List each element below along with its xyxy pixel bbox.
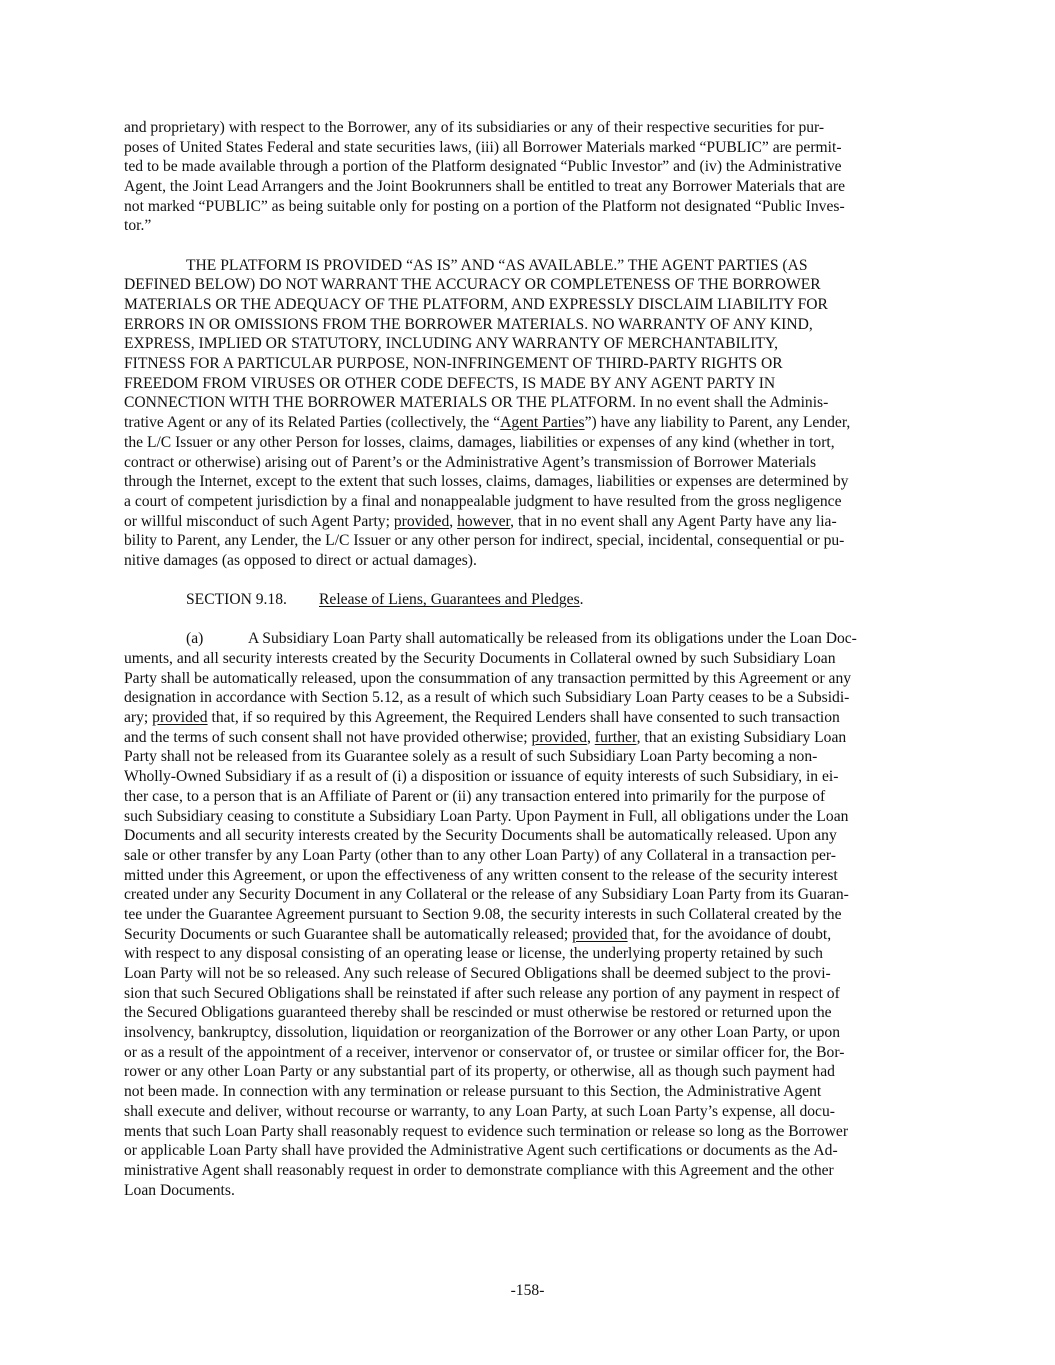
page-number: -158- [510,1282,545,1299]
term-provided: provided [393,512,450,530]
text-segment: that, if so required by this Agreement, the Required Lenders shall have consented to such transaction [207,709,840,727]
section-title: Release of Liens, Guarantees and Pledges [319,591,580,609]
term-further: further [594,728,637,746]
text-line [124,708,932,728]
text-segment: , that in no event shall any Agent Party have any lia- [510,512,837,530]
text-segment: ”) have any liability to Parent, any Lender, [584,414,851,432]
text-segment: . [579,591,584,609]
text-line: rower or any other Loan Party or any substantial part of its property, or otherwise, all as though such payment had [124,1063,835,1081]
text-line [124,728,932,748]
text-line [124,413,932,433]
text-line: a court of competent jurisdiction by a final and nonappealable judgment to have resulted from the gross negligence [124,492,842,510]
text-line: not marked “PUBLIC” as being suitable only for posting on a portion of the Platform not designated “Public Inves- [124,197,845,215]
text-segment: ary; [124,709,153,727]
text-segment: trative Agent or any of its Related Parties (collectively, the “ [124,414,501,432]
text-line: THE PLATFORM IS PROVIDED “AS IS” AND “AS AVAILABLE.” THE AGENT PARTIES (AS [186,256,808,274]
text-segment: A Subsidiary Loan Party shall automatically be released from its obligations under the Loan Doc- [248,630,857,648]
text-line: tor.” [124,217,152,235]
text-line: ERRORS IN OR OMISSIONS FROM THE BORROWER MATERIALS. NO WARRANTY OF ANY KIND, [124,315,813,333]
text-line: DEFINED BELOW) DO NOT WARRANT THE ACCURACY OR COMPLETENESS OF THE BORROWER [124,276,821,294]
text-line: the Secured Obligations guaranteed thereby shall be rescinded or must otherwise be restored or returned upon the [124,1004,832,1022]
text-line: and proprietary) with respect to the Borrower, any of its subsidiaries or any of their respective securities for pur- [124,119,825,136]
paragraph-gap [124,610,932,630]
text-line: not been made. In connection with any termination or release pursuant to this Section, the Administrative Agent [124,1083,822,1101]
text-line: ted to be made available through a portion of the Platform designated “Public Investor” and (iv) the Administrative [124,158,842,176]
term-provided: provided [152,709,208,727]
text-line: insolvency, bankruptcy, dissolution, liquidation or reorganization of the Borrower or any other Loan Party, or upon [124,1024,840,1042]
text-line: nitive damages (as opposed to direct or actual damages). [124,551,477,569]
paragraph-platform-designation [124,118,932,236]
text-line [124,512,932,532]
text-segment: or willful misconduct of such Agent Party; [124,512,394,530]
text-line: EXPRESS, IMPLIED OR STATUTORY, INCLUDING ANY WARRANTY OF MERCHANTABILITY, [124,335,779,353]
text-line: Agent, the Joint Lead Arrangers and the Joint Bookrunners shall be entitled to treat any Borrower Materials that are [124,178,845,196]
text-line: ther case, to a person that is an Affiliate of Parent or (ii) any transaction entered into primarily for the purpose of [124,787,826,805]
text-line: Loan Documents. [124,1181,235,1199]
text-line: CONNECTION WITH THE BORROWER MATERIALS OR THE PLATFORM. In no event shall the Adminis- [124,394,829,412]
text-line: Documents and all security interests created by the Security Documents shall be automatically released. Upon any [124,827,837,845]
paragraph-release-a [124,629,932,1200]
text-line: ments that such Loan Party shall reasonably request to evidence such termination or release so long as the Borrower [124,1122,849,1140]
text-line: the L/C Issuer or any other Person for losses, claims, damages, liabilities or expenses of any kind (whether in tort, [124,433,835,451]
text-line: MATERIALS OR THE ADEQUACY OF THE PLATFORM, AND EXPRESSLY DISCLAIM LIABILITY FOR [124,296,828,313]
text-line: poses of United States Federal and state securities laws, (iii) all Borrower Materials marked “PUBLIC” are permit- [124,138,842,156]
paragraph-disclaimer [124,256,932,571]
text-line: mitted under this Agreement, or upon the effectiveness of any written consent to the release of the security interest [124,866,838,884]
term-however: however [457,512,511,530]
text-segment: , [586,728,595,746]
paragraph-gap [124,571,932,591]
defined-term-agent-parties: Agent Parties [500,414,585,432]
document-page [124,118,932,1200]
text-line: bility to Parent, any Lender, the L/C Issuer or any other person for indirect, special, incidental, consequential or pu- [124,532,845,550]
text-line: or applicable Loan Party shall have provided the Administrative Agent such certifications or documents as the Ad- [124,1142,838,1160]
text-line: FITNESS FOR A PARTICULAR PURPOSE, NON-INFRINGEMENT OF THIRD-PARTY RIGHTS OR [124,355,783,373]
text-line: Wholly-Owned Subsidiary if as a result of (i) a disposition or issuance of equity interests of such Subsidiary, in ei- [124,768,839,786]
text-line: sion that such Secured Obligations shall be reinstated if after such release any portion of any payment in respect of [124,984,840,1002]
text-line: contract or otherwise) arising out of Parent’s or the Administrative Agent’s transmission of Borrower Materials [124,453,817,471]
text-line: Loan Party will not be so released. Any such release of Secured Obligations shall be deemed subject to the provi- [124,965,831,982]
text-line: such Subsidiary ceasing to constitute a Subsidiary Loan Party. Upon Payment in Full, all obligations under the Loan [124,807,849,825]
section-heading [124,590,932,610]
text-line: FREEDOM FROM VIRUSES OR OTHER CODE DEFECTS, IS MADE BY ANY AGENT PARTY IN [124,374,776,392]
section-number: SECTION 9.18. [186,591,287,609]
text-line: uments, and all security interests created by the Security Documents in Collateral owned by such Subsidiary Loan [124,650,836,667]
text-segment: and the terms of such consent shall not have provided otherwise; [124,728,532,746]
text-line: Party shall not be released from its Guarantee solely as a result of such Subsidiary Loan Party becoming a non- [124,748,818,766]
text-line: with respect to any disposal consisting of an operating lease or license, the underlying property retained by such [124,945,823,963]
clause-label: (a) [186,630,204,648]
text-line: tee under the Guarantee Agreement pursuant to Section 9.08, the security interests in such Collateral created by the [124,905,842,923]
text-line: Party shall be automatically released, upon the consummation of any transaction permitted by this Agreement or any [124,669,852,687]
text-line: ministrative Agent shall reasonably request in order to demonstrate compliance with this Agreement and the other [124,1161,834,1179]
text-line: through the Internet, except to the extent that such losses, claims, damages, liabilities or expenses are determined by [124,473,849,491]
text-line: or as a result of the appointment of a receiver, intervenor or conservator of, or trustee or similar officer for, the Bor- [124,1043,845,1061]
text-line [124,925,932,945]
text-line: shall execute and deliver, without recourse or warranty, to any Loan Party, at such Loan Party’s expense, all docu- [124,1102,835,1120]
term-provided: provided [572,925,628,943]
text-segment: , [449,512,458,530]
text-segment: Security Documents or such Guarantee shall be automatically released; [124,925,573,943]
text-line: designation in accordance with Section 5.12, as a result of which such Subsidiary Loan Party ceases to be a Subsidi- [124,689,850,707]
term-provided: provided [531,728,587,746]
text-segment: , that an existing Subsidiary Loan [636,728,847,746]
text-line: sale or other transfer by any Loan Party (other than to any other Loan Party) of any Collateral in a transaction per- [124,846,836,864]
text-line: created under any Security Document in any Collateral or the release of any Subsidiary Loan Party from its Guaran- [124,886,849,904]
text-segment: that, for the avoidance of doubt, [627,925,832,943]
text-line [124,629,932,649]
paragraph-gap [124,236,932,256]
